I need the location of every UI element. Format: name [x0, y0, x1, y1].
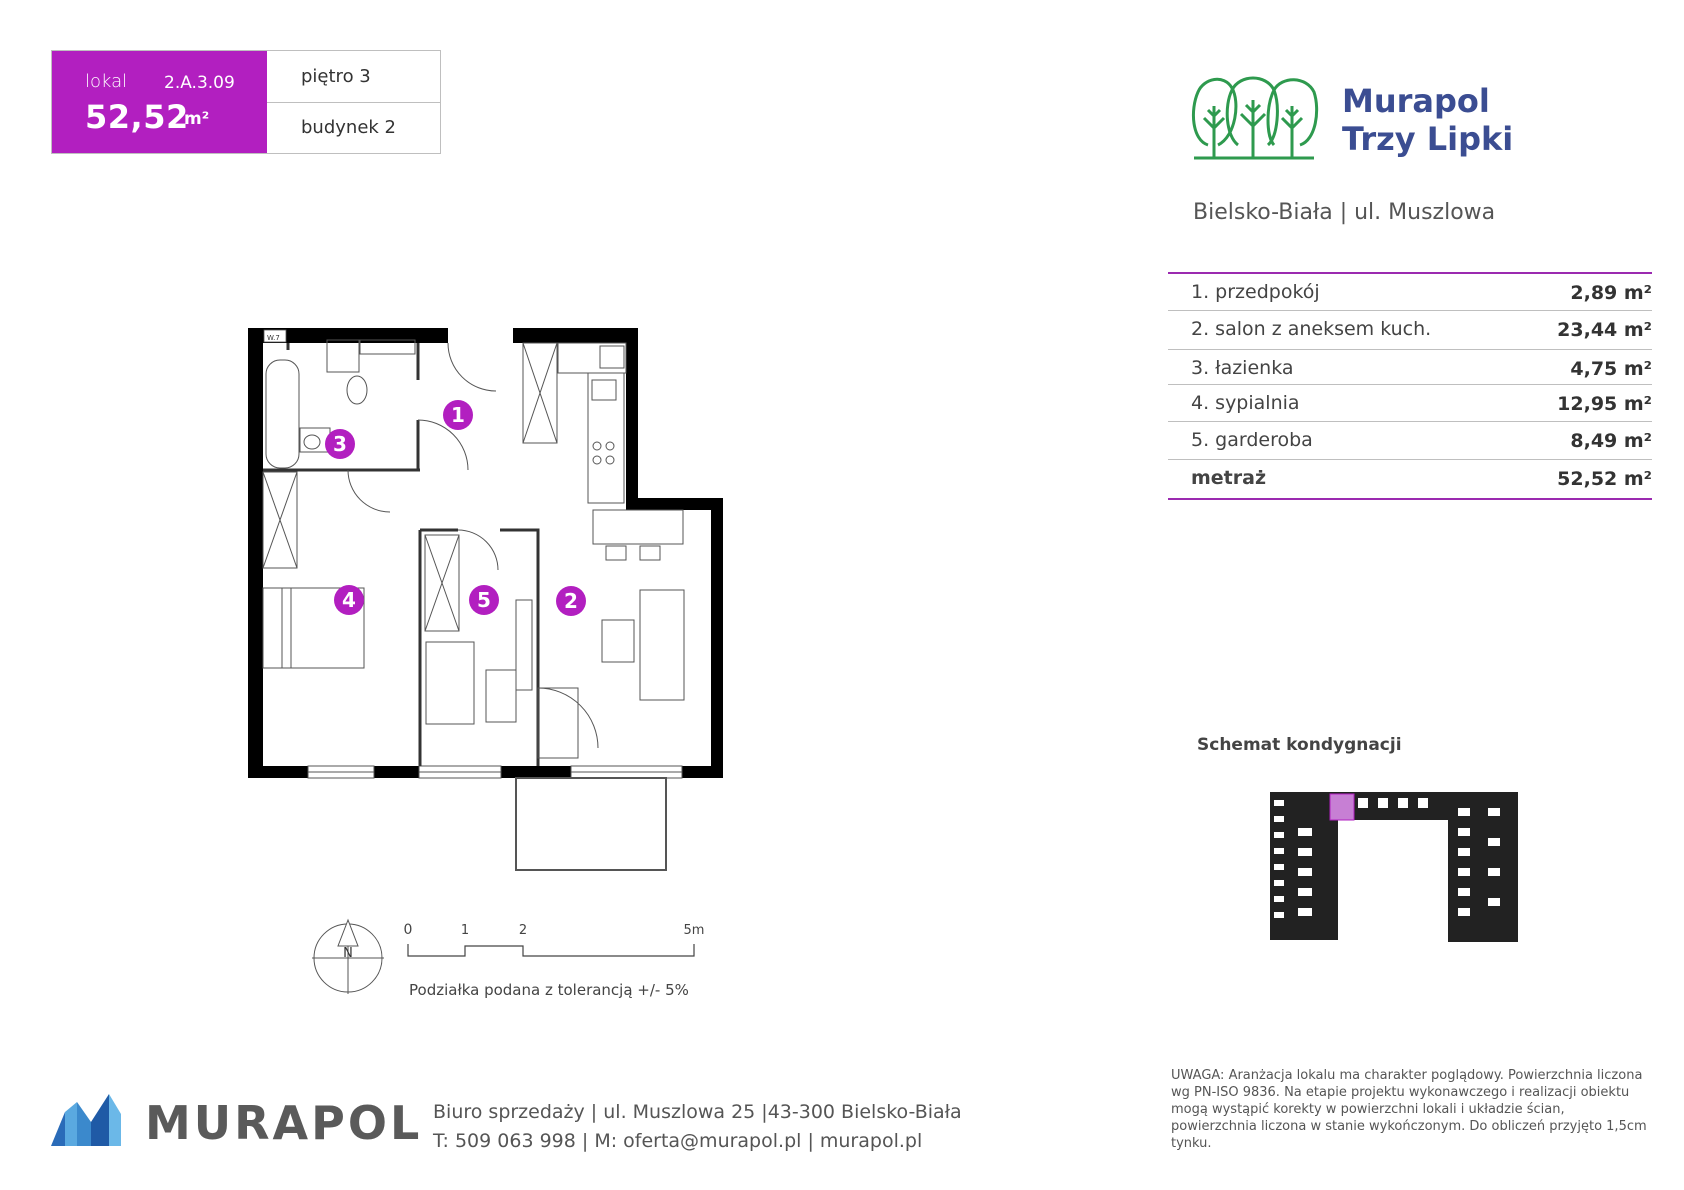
- room-label: 2. salon z aneksem kuch.: [1191, 318, 1432, 340]
- total-area: 52,52 m²: [1557, 468, 1652, 490]
- office-contact: T: 509 063 998 | M: oferta@murapol.pl | murapol.pl: [433, 1130, 923, 1152]
- room-label: 1. przedpokój: [1191, 281, 1320, 303]
- north-compass-icon: [310, 918, 386, 994]
- windows: [308, 766, 682, 778]
- scale-tick-1: 1: [460, 923, 470, 938]
- room-badge-5: 5: [477, 588, 491, 612]
- wardrobe-furniture: [425, 535, 516, 724]
- table-row: [1168, 422, 1652, 460]
- brand-name-line2: Trzy Lipki: [1342, 120, 1514, 158]
- brand-location: Bielsko-Biała | ul. Muszlowa: [1193, 200, 1496, 225]
- vent-label: W.7: [267, 334, 280, 342]
- total-row: [1168, 460, 1652, 500]
- room-label: 4. sypialnia: [1191, 392, 1300, 414]
- unit-highlight: [1330, 794, 1354, 820]
- room-area: 2,89 m²: [1570, 282, 1652, 304]
- interior-walls: [263, 343, 538, 766]
- murapol-logo-text: MURAPOL: [145, 1096, 423, 1150]
- room-badge-3: 3: [333, 432, 347, 456]
- room-label: 3. łazienka: [1191, 357, 1294, 379]
- table-row: [1168, 311, 1652, 350]
- room-area: 4,75 m²: [1570, 358, 1652, 380]
- lokal-code: 2.A.3.09: [164, 73, 235, 93]
- brand-name: [1342, 82, 1513, 158]
- floor-label: piętro 3: [301, 65, 371, 87]
- scale-bar: [400, 920, 710, 964]
- floor-plan: [240, 320, 760, 900]
- office-address: Biuro sprzedaży | ul. Muszlowa 25 |43-300 Bielsko-Biała: [433, 1101, 962, 1123]
- scale-tick-2: 2: [518, 923, 528, 938]
- unit-header: [51, 50, 441, 154]
- scale-tick-5m: 5m: [683, 923, 705, 938]
- room-badge-1: 1: [451, 403, 465, 427]
- disclaimer-note: UWAGA: Aranżacja lokalu ma charakter poglądowy. Powierzchnia liczona wg PN-ISO 9836. Na etapie projektu wykonawczego i realizacji obiektu mogą wystąpić korekty w powierzchni lokali i układzie ścian, powierzchnia liczona w stanie wykończonym. Do obliczeń przyjęto 1,5cm tynku.: [1171, 1068, 1647, 1151]
- north-label: N: [343, 946, 353, 961]
- rooms-table: [1168, 272, 1652, 500]
- table-row: [1168, 385, 1652, 422]
- bedroom-furniture: [263, 472, 364, 668]
- room-area: 23,44 m²: [1557, 319, 1652, 341]
- building-label: budynek 2: [267, 102, 440, 154]
- table-row: [1168, 350, 1652, 385]
- sales-office: [433, 1098, 962, 1156]
- floor-schema-diagram: [1268, 788, 1518, 946]
- doors: [348, 343, 498, 570]
- unit-area-unit: m²: [184, 109, 210, 129]
- table-row: [1168, 274, 1652, 311]
- room-label: 5. garderoba: [1191, 429, 1313, 451]
- unit-summary: [52, 51, 267, 153]
- scale-tick-0: 0: [403, 922, 413, 938]
- room-area: 8,49 m²: [1570, 430, 1652, 452]
- three-trees-logo-icon: [1188, 70, 1320, 160]
- unit-area: 52,52: [85, 98, 189, 136]
- balcony: [516, 778, 666, 870]
- living-furniture: [516, 590, 684, 758]
- room-area: 12,95 m²: [1557, 393, 1652, 415]
- room-badges: [325, 400, 586, 616]
- schema-label: Schemat kondygnacji: [1197, 735, 1402, 755]
- lokal-label: lokal: [85, 71, 128, 92]
- murapol-logo-icon: [51, 1094, 121, 1146]
- scale-note: Podziałka podana z tolerancją +/- 5%: [409, 981, 689, 999]
- brand-name-line1: Murapol: [1342, 82, 1490, 120]
- kitchen-fixtures: [523, 343, 683, 560]
- room-badge-4: 4: [342, 588, 356, 612]
- total-label: metraż: [1191, 467, 1267, 489]
- room-badge-2: 2: [564, 589, 578, 613]
